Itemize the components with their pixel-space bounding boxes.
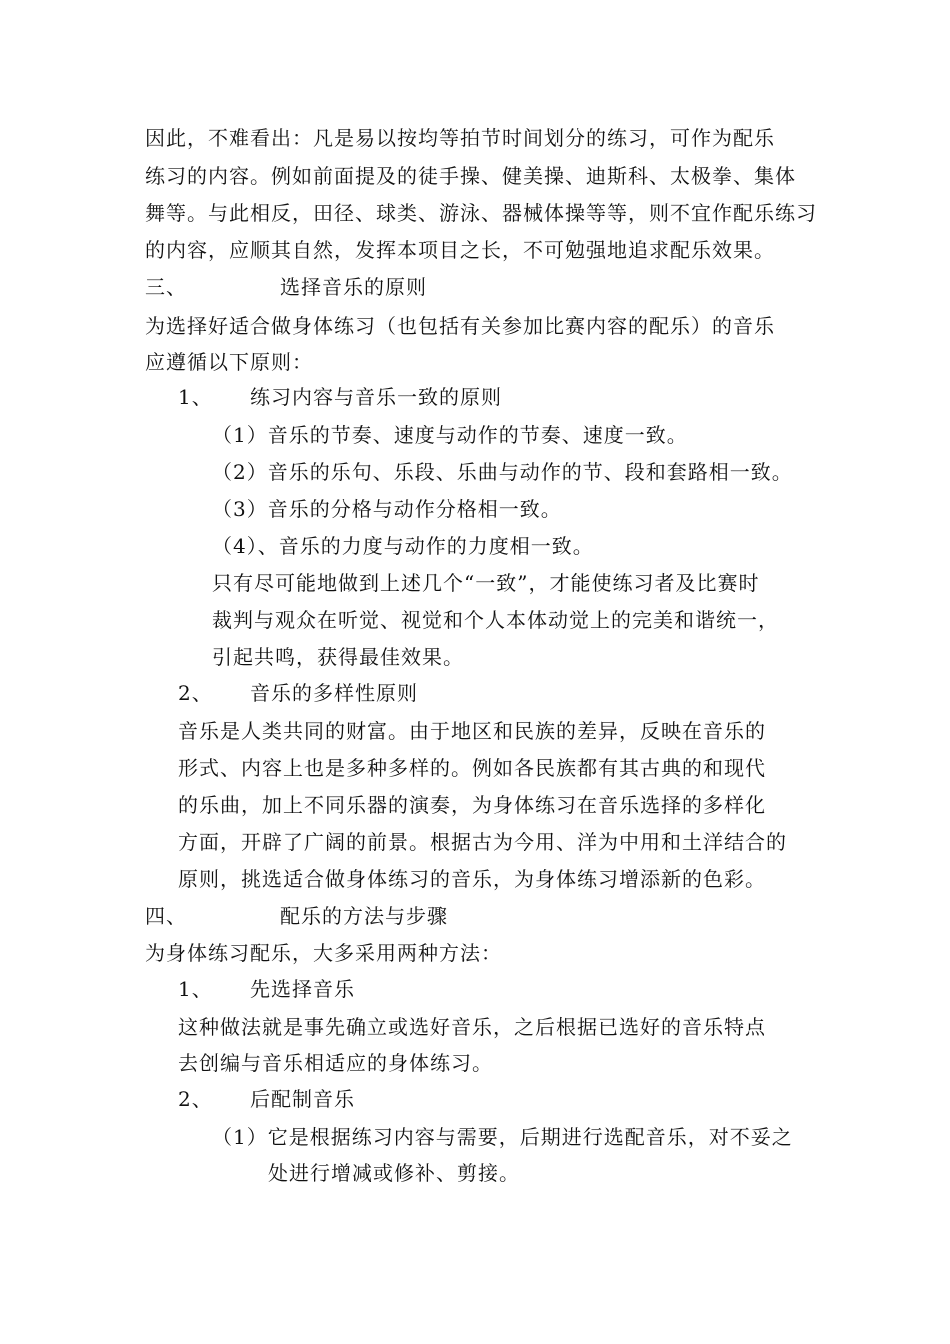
list-item: （1）它是根据练习内容与需要，后期进行选配音乐，对不妥之 xyxy=(212,1125,793,1149)
paragraph-line: 舞等。与此相反，田径、球类、游泳、器械体操等等，则不宜作配乐练习 xyxy=(145,201,817,225)
paragraph-line: 去创编与音乐相适应的身体练习。 xyxy=(178,1051,493,1075)
paragraph-line: 的乐曲，加上不同乐器的演奏，为身体练习在音乐选择的多样化 xyxy=(178,793,766,817)
section-number: 三、 xyxy=(145,275,187,299)
paragraph-line: 方面，开辟了广阔的前景。根据古为今用、洋为中用和土洋结合的 xyxy=(178,830,787,854)
item-number: 2、 xyxy=(178,681,213,705)
item-number: 2、 xyxy=(178,1087,213,1111)
paragraph-line: 为身体练习配乐，大多采用两种方法： xyxy=(145,941,502,965)
paragraph-line: 只有尽可能地做到上述几个“一致”，才能使练习者及比赛时 xyxy=(212,571,760,595)
paragraph-line: 的内容，应顺其自然，发挥本项目之长，不可勉强地追求配乐效果。 xyxy=(145,238,775,262)
list-item: （4）、音乐的力度与动作的力度相一致。 xyxy=(212,534,594,558)
paragraph-line: 因此，不难看出：凡是易以按均等拍节时间划分的练习，可作为配乐 xyxy=(145,126,775,150)
item-heading: 音乐的多样性原则 xyxy=(250,681,418,705)
item-number: 1、 xyxy=(178,385,213,409)
paragraph-line: 应遵循以下原则： xyxy=(145,350,313,374)
paragraph-line: 裁判与观众在听觉、视觉和个人本体动觉上的完美和谐统一， xyxy=(212,608,779,632)
section-number: 四、 xyxy=(145,904,187,928)
item-heading: 先选择音乐 xyxy=(250,977,355,1001)
list-item-continuation: 处进行增减或修补、剪接。 xyxy=(268,1161,520,1185)
paragraph-line: 这种做法就是事先确立或选好音乐，之后根据已选好的音乐特点 xyxy=(178,1015,766,1039)
paragraph-line: 音乐是人类共同的财富。由于地区和民族的差异，反映在音乐的 xyxy=(178,719,766,743)
item-number: 1、 xyxy=(178,977,213,1001)
section-heading: 配乐的方法与步骤 xyxy=(280,904,448,928)
paragraph-line: 形式、内容上也是多种多样的。例如各民族都有其古典的和现代 xyxy=(178,756,766,780)
list-item: （1）音乐的节奏、速度与动作的节奏、速度一致。 xyxy=(212,423,688,447)
paragraph-line: 为选择好适合做身体练习（也包括有关参加比赛内容的配乐）的音乐 xyxy=(145,314,775,338)
item-heading: 练习内容与音乐一致的原则 xyxy=(250,385,502,409)
paragraph-line: 练习的内容。例如前面提及的徒手操、健美操、迪斯科、太极拳、集体 xyxy=(145,164,796,188)
list-item: （2）音乐的乐句、乐段、乐曲与动作的节、段和套路相一致。 xyxy=(212,460,793,484)
section-heading: 选择音乐的原则 xyxy=(280,275,427,299)
list-item: （3）音乐的分格与动作分格相一致。 xyxy=(212,497,562,521)
paragraph-line: 引起共鸣，获得最佳效果。 xyxy=(212,645,464,669)
item-heading: 后配制音乐 xyxy=(250,1087,355,1111)
paragraph-line: 原则，挑选适合做身体练习的音乐，为身体练习增添新的色彩。 xyxy=(178,867,766,891)
